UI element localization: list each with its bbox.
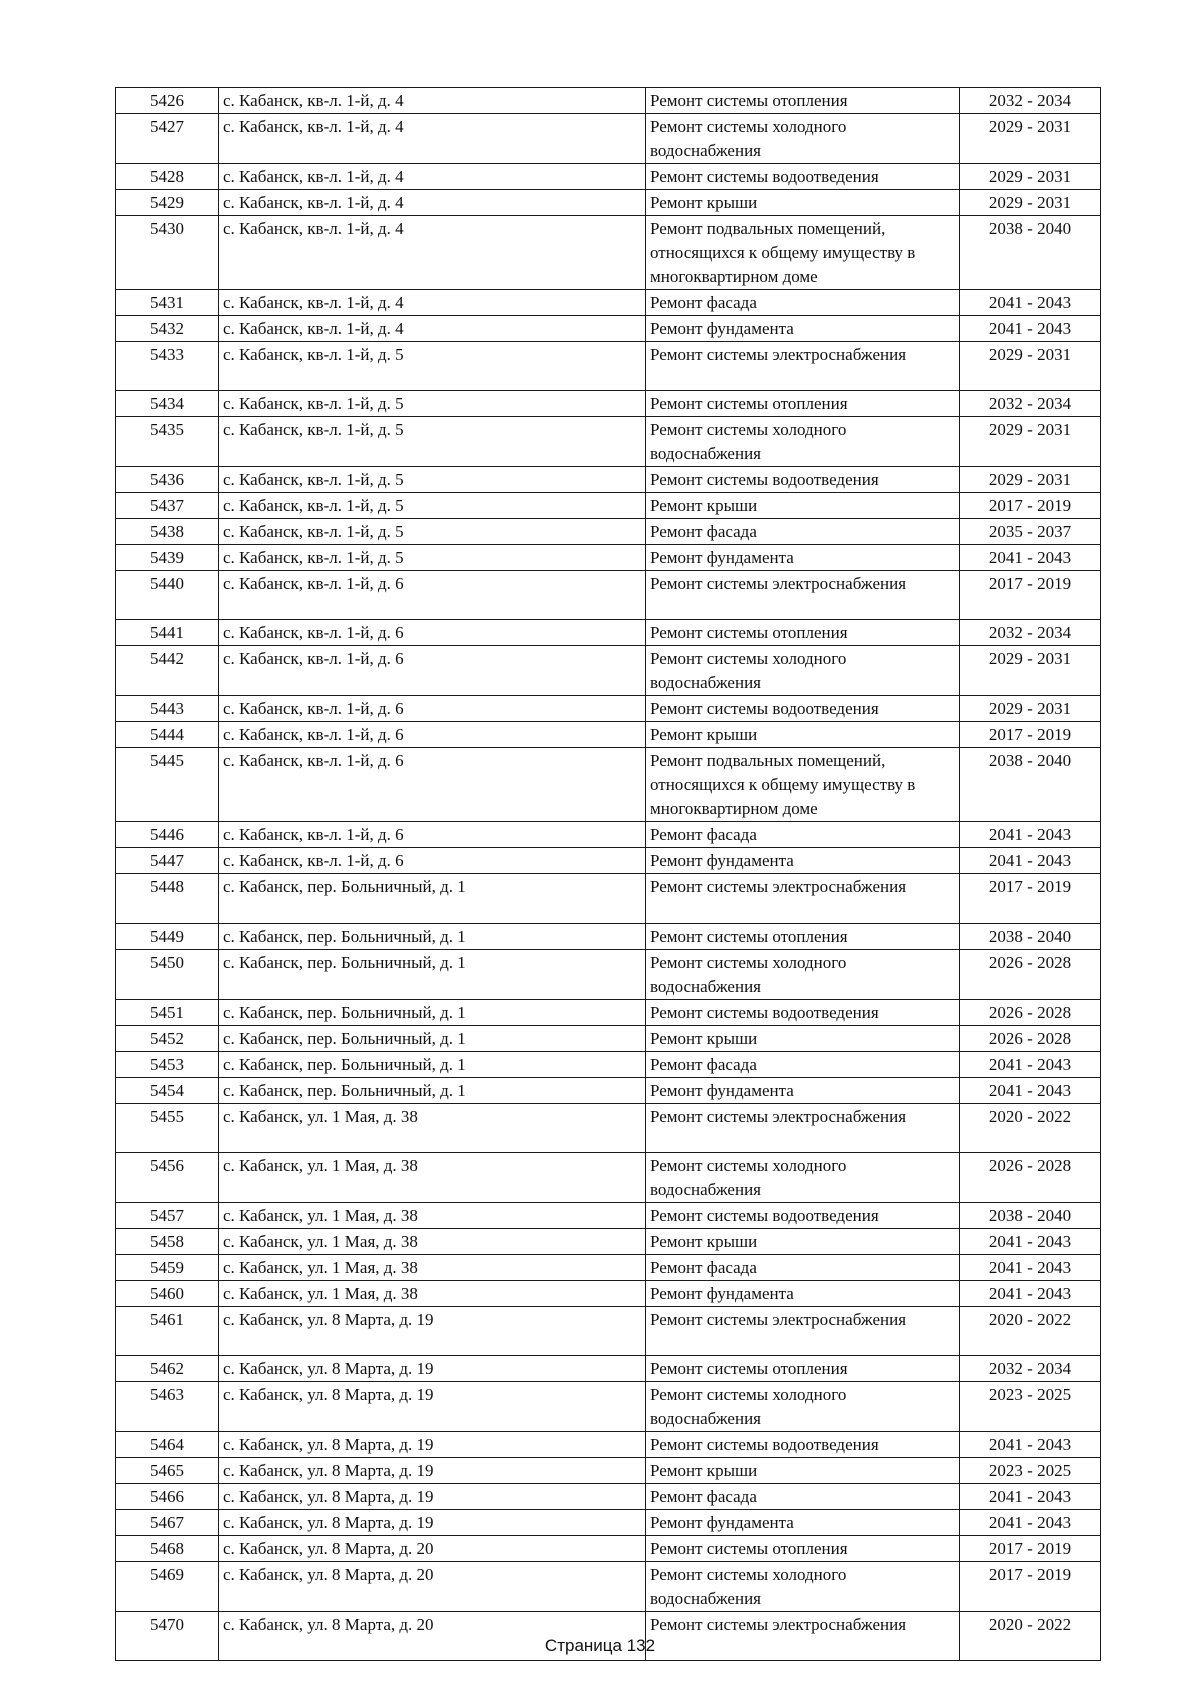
row-period: 2017 - 2019 — [960, 493, 1101, 519]
row-work-type: Ремонт системы водоотведения — [646, 1431, 960, 1457]
row-period: 2029 - 2031 — [960, 417, 1101, 467]
row-period: 2038 - 2040 — [960, 1202, 1101, 1228]
row-number: 5441 — [116, 620, 219, 646]
row-number: 5448 — [116, 874, 219, 923]
row-address: с. Кабанск, ул. 8 Марта, д. 19 — [219, 1483, 646, 1509]
row-number: 5437 — [116, 493, 219, 519]
row-work-type: Ремонт подвальных помещений, относящихся к общему имуществу в многоквартирном доме — [646, 748, 960, 822]
row-period: 2038 - 2040 — [960, 923, 1101, 949]
row-period: 2029 - 2031 — [960, 342, 1101, 391]
row-address: с. Кабанск, ул. 1 Мая, д. 38 — [219, 1103, 646, 1152]
row-work-type: Ремонт системы водоотведения — [646, 696, 960, 722]
row-work-type: Ремонт системы холодного водоснабжения — [646, 1561, 960, 1611]
row-period: 2020 - 2022 — [960, 1306, 1101, 1355]
table-row — [116, 1254, 1101, 1280]
row-number: 5446 — [116, 822, 219, 848]
row-period: 2029 - 2031 — [960, 467, 1101, 493]
row-address: с. Кабанск, пер. Больничный, д. 1 — [219, 1051, 646, 1077]
row-period: 2017 - 2019 — [960, 722, 1101, 748]
row-work-type: Ремонт системы водоотведения — [646, 164, 960, 190]
row-work-type: Ремонт фундамента — [646, 1509, 960, 1535]
row-period: 2041 - 2043 — [960, 1228, 1101, 1254]
row-number: 5440 — [116, 571, 219, 620]
row-address: с. Кабанск, кв-л. 1-й, д. 6 — [219, 848, 646, 874]
table-row — [116, 571, 1101, 620]
row-address: с. Кабанск, кв-л. 1-й, д. 4 — [219, 164, 646, 190]
table-row — [116, 748, 1101, 822]
row-address: с. Кабанск, кв-л. 1-й, д. 5 — [219, 467, 646, 493]
row-work-type: Ремонт системы отопления — [646, 923, 960, 949]
row-period: 2029 - 2031 — [960, 696, 1101, 722]
row-address: с. Кабанск, кв-л. 1-й, д. 5 — [219, 391, 646, 417]
row-number: 5466 — [116, 1483, 219, 1509]
row-address: с. Кабанск, пер. Больничный, д. 1 — [219, 999, 646, 1025]
row-number: 5435 — [116, 417, 219, 467]
row-period: 2029 - 2031 — [960, 114, 1101, 164]
row-period: 2029 - 2031 — [960, 646, 1101, 696]
row-number: 5460 — [116, 1280, 219, 1306]
works-table — [115, 87, 1101, 1661]
table-row — [116, 417, 1101, 467]
row-address: с. Кабанск, кв-л. 1-й, д. 6 — [219, 722, 646, 748]
row-address: с. Кабанск, пер. Больничный, д. 1 — [219, 1077, 646, 1103]
row-number: 5468 — [116, 1535, 219, 1561]
table-row — [116, 923, 1101, 949]
row-work-type: Ремонт крыши — [646, 493, 960, 519]
row-number: 5444 — [116, 722, 219, 748]
row-work-type: Ремонт фундамента — [646, 1280, 960, 1306]
row-period: 2026 - 2028 — [960, 999, 1101, 1025]
row-address: с. Кабанск, кв-л. 1-й, д. 4 — [219, 316, 646, 342]
row-number: 5438 — [116, 519, 219, 545]
row-number: 5453 — [116, 1051, 219, 1077]
table-row — [116, 874, 1101, 923]
row-address: с. Кабанск, ул. 8 Марта, д. 19 — [219, 1381, 646, 1431]
row-work-type: Ремонт системы холодного водоснабжения — [646, 949, 960, 999]
row-period: 2041 - 2043 — [960, 1280, 1101, 1306]
table-row — [116, 1431, 1101, 1457]
table-row — [116, 1202, 1101, 1228]
row-number: 5447 — [116, 848, 219, 874]
table-row — [116, 114, 1101, 164]
row-number: 5426 — [116, 88, 219, 114]
table-row — [116, 290, 1101, 316]
row-work-type: Ремонт фасада — [646, 519, 960, 545]
row-address: с. Кабанск, ул. 1 Мая, д. 38 — [219, 1202, 646, 1228]
row-number: 5451 — [116, 999, 219, 1025]
row-work-type: Ремонт крыши — [646, 722, 960, 748]
row-address: с. Кабанск, кв-л. 1-й, д. 5 — [219, 493, 646, 519]
row-number: 5434 — [116, 391, 219, 417]
table-row — [116, 216, 1101, 290]
table-row — [116, 1228, 1101, 1254]
row-work-type: Ремонт системы электроснабжения — [646, 1103, 960, 1152]
row-address: с. Кабанск, ул. 8 Марта, д. 19 — [219, 1431, 646, 1457]
row-work-type: Ремонт подвальных помещений, относящихся к общему имуществу в многоквартирном доме — [646, 216, 960, 290]
row-period: 2026 - 2028 — [960, 1025, 1101, 1051]
row-period: 2041 - 2043 — [960, 1254, 1101, 1280]
row-period: 2032 - 2034 — [960, 391, 1101, 417]
row-number: 5455 — [116, 1103, 219, 1152]
row-number: 5433 — [116, 342, 219, 391]
row-work-type: Ремонт фасада — [646, 1051, 960, 1077]
row-work-type: Ремонт системы холодного водоснабжения — [646, 646, 960, 696]
table-row — [116, 467, 1101, 493]
row-period: 2029 - 2031 — [960, 164, 1101, 190]
row-number: 5450 — [116, 949, 219, 999]
row-period: 2032 - 2034 — [960, 1355, 1101, 1381]
row-number: 5428 — [116, 164, 219, 190]
row-number: 5443 — [116, 696, 219, 722]
row-number: 5461 — [116, 1306, 219, 1355]
row-address: с. Кабанск, кв-л. 1-й, д. 5 — [219, 342, 646, 391]
row-work-type: Ремонт системы отопления — [646, 1535, 960, 1561]
works-table-body — [116, 88, 1101, 1661]
row-work-type: Ремонт крыши — [646, 190, 960, 216]
table-row — [116, 391, 1101, 417]
row-period: 2020 - 2022 — [960, 1611, 1101, 1660]
row-work-type: Ремонт крыши — [646, 1457, 960, 1483]
row-address: с. Кабанск, ул. 8 Марта, д. 19 — [219, 1355, 646, 1381]
row-number: 5459 — [116, 1254, 219, 1280]
table-row — [116, 822, 1101, 848]
table-row — [116, 1306, 1101, 1355]
table-row — [116, 949, 1101, 999]
table-row — [116, 722, 1101, 748]
row-period: 2038 - 2040 — [960, 216, 1101, 290]
row-period: 2035 - 2037 — [960, 519, 1101, 545]
row-work-type: Ремонт системы электроснабжения — [646, 1306, 960, 1355]
row-number: 5439 — [116, 545, 219, 571]
row-address: с. Кабанск, кв-л. 1-й, д. 4 — [219, 290, 646, 316]
row-period: 2041 - 2043 — [960, 1051, 1101, 1077]
table-row — [116, 646, 1101, 696]
row-work-type: Ремонт крыши — [646, 1228, 960, 1254]
row-number: 5470 — [116, 1611, 219, 1660]
row-address: с. Кабанск, кв-л. 1-й, д. 6 — [219, 646, 646, 696]
row-period: 2023 - 2025 — [960, 1381, 1101, 1431]
row-work-type: Ремонт системы отопления — [646, 620, 960, 646]
table-row — [116, 519, 1101, 545]
row-work-type: Ремонт крыши — [646, 1025, 960, 1051]
row-work-type: Ремонт системы отопления — [646, 1355, 960, 1381]
table-row — [116, 1509, 1101, 1535]
row-period: 2032 - 2034 — [960, 88, 1101, 114]
row-number: 5454 — [116, 1077, 219, 1103]
table-row — [116, 88, 1101, 114]
row-address: с. Кабанск, кв-л. 1-й, д. 5 — [219, 545, 646, 571]
row-period: 2041 - 2043 — [960, 848, 1101, 874]
row-work-type: Ремонт системы водоотведения — [646, 1202, 960, 1228]
table-row — [116, 545, 1101, 571]
row-period: 2041 - 2043 — [960, 290, 1101, 316]
row-number: 5442 — [116, 646, 219, 696]
table-row — [116, 1025, 1101, 1051]
table-row — [116, 1077, 1101, 1103]
row-work-type: Ремонт фасада — [646, 1254, 960, 1280]
row-period: 2041 - 2043 — [960, 1509, 1101, 1535]
table-row — [116, 1280, 1101, 1306]
row-period: 2029 - 2031 — [960, 190, 1101, 216]
row-address: с. Кабанск, ул. 1 Мая, д. 38 — [219, 1280, 646, 1306]
row-work-type: Ремонт системы электроснабжения — [646, 342, 960, 391]
row-work-type: Ремонт системы отопления — [646, 88, 960, 114]
row-period: 2041 - 2043 — [960, 316, 1101, 342]
row-work-type: Ремонт системы холодного водоснабжения — [646, 114, 960, 164]
row-address: с. Кабанск, пер. Больничный, д. 1 — [219, 923, 646, 949]
row-number: 5431 — [116, 290, 219, 316]
page-number: Страница 132 — [544, 1636, 656, 1655]
row-number: 5445 — [116, 748, 219, 822]
row-number: 5436 — [116, 467, 219, 493]
row-number: 5429 — [116, 190, 219, 216]
table-row — [116, 1381, 1101, 1431]
row-number: 5456 — [116, 1152, 219, 1202]
row-number: 5427 — [116, 114, 219, 164]
row-work-type: Ремонт фундамента — [646, 545, 960, 571]
row-number: 5462 — [116, 1355, 219, 1381]
row-address: с. Кабанск, кв-л. 1-й, д. 6 — [219, 620, 646, 646]
row-address: с. Кабанск, кв-л. 1-й, д. 4 — [219, 190, 646, 216]
row-period: 2023 - 2025 — [960, 1457, 1101, 1483]
row-number: 5430 — [116, 216, 219, 290]
row-address: с. Кабанск, ул. 8 Марта, д. 20 — [219, 1535, 646, 1561]
row-address: с. Кабанск, пер. Больничный, д. 1 — [219, 874, 646, 923]
row-period: 2041 - 2043 — [960, 1483, 1101, 1509]
row-work-type: Ремонт фундамента — [646, 848, 960, 874]
row-work-type: Ремонт системы водоотведения — [646, 467, 960, 493]
table-row — [116, 1051, 1101, 1077]
row-number: 5452 — [116, 1025, 219, 1051]
row-work-type: Ремонт системы электроснабжения — [646, 571, 960, 620]
row-period: 2020 - 2022 — [960, 1103, 1101, 1152]
row-number: 5432 — [116, 316, 219, 342]
row-address: с. Кабанск, кв-л. 1-й, д. 4 — [219, 216, 646, 290]
row-period: 2017 - 2019 — [960, 1535, 1101, 1561]
row-period: 2038 - 2040 — [960, 748, 1101, 822]
table-row — [116, 1355, 1101, 1381]
table-row — [116, 1152, 1101, 1202]
row-address: с. Кабанск, ул. 8 Марта, д. 19 — [219, 1306, 646, 1355]
row-number: 5449 — [116, 923, 219, 949]
table-row — [116, 1535, 1101, 1561]
row-address: с. Кабанск, кв-л. 1-й, д. 6 — [219, 696, 646, 722]
row-number: 5469 — [116, 1561, 219, 1611]
table-row — [116, 1457, 1101, 1483]
row-period: 2032 - 2034 — [960, 620, 1101, 646]
row-number: 5467 — [116, 1509, 219, 1535]
row-address: с. Кабанск, кв-л. 1-й, д. 4 — [219, 114, 646, 164]
row-address: с. Кабанск, кв-л. 1-й, д. 5 — [219, 417, 646, 467]
row-work-type: Ремонт системы холодного водоснабжения — [646, 417, 960, 467]
table-row — [116, 696, 1101, 722]
row-number: 5457 — [116, 1202, 219, 1228]
row-period: 2041 - 2043 — [960, 545, 1101, 571]
row-work-type: Ремонт системы отопления — [646, 391, 960, 417]
table-row — [116, 190, 1101, 216]
row-address: с. Кабанск, ул. 8 Марта, д. 20 — [219, 1561, 646, 1611]
row-address: с. Кабанск, ул. 1 Мая, д. 38 — [219, 1228, 646, 1254]
table-row — [116, 164, 1101, 190]
row-number: 5465 — [116, 1457, 219, 1483]
row-period: 2017 - 2019 — [960, 1561, 1101, 1611]
row-work-type: Ремонт системы холодного водоснабжения — [646, 1152, 960, 1202]
row-number: 5458 — [116, 1228, 219, 1254]
row-period: 2041 - 2043 — [960, 1077, 1101, 1103]
row-period: 2017 - 2019 — [960, 571, 1101, 620]
row-work-type: Ремонт фасада — [646, 822, 960, 848]
row-address: с. Кабанск, ул. 1 Мая, д. 38 — [219, 1152, 646, 1202]
table-row — [116, 493, 1101, 519]
table-row — [116, 620, 1101, 646]
row-work-type: Ремонт системы электроснабжения — [646, 874, 960, 923]
row-work-type: Ремонт фундамента — [646, 1077, 960, 1103]
row-number: 5463 — [116, 1381, 219, 1431]
table-row — [116, 342, 1101, 391]
table-row — [116, 1561, 1101, 1611]
row-address: с. Кабанск, кв-л. 1-й, д. 6 — [219, 822, 646, 848]
row-period: 2017 - 2019 — [960, 874, 1101, 923]
table-row — [116, 848, 1101, 874]
table-row — [116, 999, 1101, 1025]
table-row — [116, 316, 1101, 342]
row-work-type: Ремонт системы водоотведения — [646, 999, 960, 1025]
row-number: 5464 — [116, 1431, 219, 1457]
row-work-type: Ремонт системы электроснабжения — [646, 1611, 960, 1660]
table-row — [116, 1483, 1101, 1509]
row-period: 2041 - 2043 — [960, 1431, 1101, 1457]
row-address: с. Кабанск, ул. 8 Марта, д. 20 — [219, 1611, 646, 1660]
row-address: с. Кабанск, кв-л. 1-й, д. 5 — [219, 519, 646, 545]
row-period: 2026 - 2028 — [960, 1152, 1101, 1202]
row-address: с. Кабанск, пер. Больничный, д. 1 — [219, 949, 646, 999]
row-address: с. Кабанск, ул. 1 Мая, д. 38 — [219, 1254, 646, 1280]
row-period: 2041 - 2043 — [960, 822, 1101, 848]
row-address: с. Кабанск, ул. 8 Марта, д. 19 — [219, 1457, 646, 1483]
table-row — [116, 1103, 1101, 1152]
row-work-type: Ремонт фасада — [646, 1483, 960, 1509]
row-address: с. Кабанск, кв-л. 1-й, д. 6 — [219, 571, 646, 620]
row-work-type: Ремонт системы холодного водоснабжения — [646, 1381, 960, 1431]
row-address: с. Кабанск, кв-л. 1-й, д. 4 — [219, 88, 646, 114]
row-address: с. Кабанск, пер. Больничный, д. 1 — [219, 1025, 646, 1051]
row-work-type: Ремонт фундамента — [646, 316, 960, 342]
row-period: 2026 - 2028 — [960, 949, 1101, 999]
row-address: с. Кабанск, кв-л. 1-й, д. 6 — [219, 748, 646, 822]
row-address: с. Кабанск, ул. 8 Марта, д. 19 — [219, 1509, 646, 1535]
row-work-type: Ремонт фасада — [646, 290, 960, 316]
